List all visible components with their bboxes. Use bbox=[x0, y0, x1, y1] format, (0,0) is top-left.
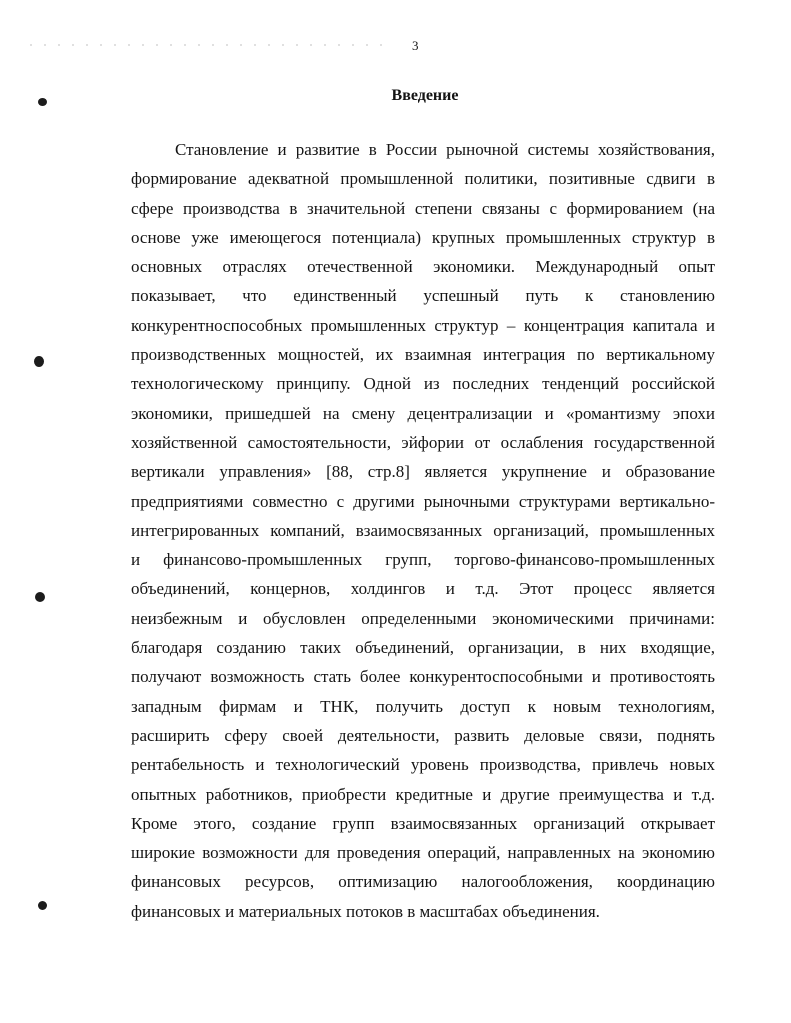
text-line: финансовых и материальных потоков в масштабах объединения. bbox=[131, 901, 600, 921]
text-line: основных отраслях отечественной экономики. Международный опыт bbox=[131, 257, 715, 277]
text-line: производственных мощностей, их взаимная интеграция по вертикальному bbox=[131, 345, 715, 365]
text-line: рентабельность и технологический уровень производства, привлечь новых bbox=[131, 755, 715, 775]
text-line: благодаря созданию таких объединений, организации, в них входящие, bbox=[131, 638, 715, 658]
text-line: интегрированных компаний, взаимосвязанных организаций, промышленных bbox=[131, 520, 715, 540]
text-line: опытных работников, приобрести кредитные и другие преимущества и т.д. bbox=[131, 784, 715, 804]
text-line: формирование адекватной промышленной политики, позитивные сдвиги в bbox=[131, 169, 715, 189]
page-title: Введение bbox=[391, 87, 459, 104]
text-line: западным фирмам и ТНК, получить доступ к новым технологиям, bbox=[131, 696, 715, 716]
text-line: и финансово-промышленных групп, торгово-финансово-промышленных bbox=[131, 550, 715, 570]
text-line: конкурентноспособных промышленных структур – концентрация капитала и bbox=[131, 315, 715, 335]
binder-hole-mark bbox=[34, 356, 44, 367]
text-line: Становление и развитие в России рыночной системы хозяйствования, bbox=[175, 140, 715, 159]
text-line: сфере производства в значительной степени связаны с формированием (на bbox=[131, 198, 715, 218]
body-paragraph bbox=[131, 135, 715, 926]
text-line: расширить сферу своей деятельности, развить деловые связи, поднять bbox=[131, 725, 715, 745]
text-line: технологическому принципу. Одной из последних тенденций российской bbox=[131, 374, 715, 394]
text-line: Кроме этого, создание групп взаимосвязанных организаций открывает bbox=[131, 813, 715, 833]
text-line: экономики, пришедшей на смену децентрализации и «романтизму эпохи bbox=[131, 403, 715, 423]
text-line: объединений, концернов, холдингов и т.д. Этот процесс является bbox=[131, 579, 715, 599]
text-line: предприятиями совместно с другими рыночными структурами вертикально- bbox=[131, 491, 715, 511]
text-line: неизбежным и обусловлен определенными экономическими причинами: bbox=[131, 608, 715, 628]
text-line: вертикали управления» [88, стр.8] является укрупнение и образование bbox=[131, 462, 715, 482]
page-number: 3 bbox=[412, 38, 419, 53]
text-line: основе уже имеющегося потенциала) крупных промышленных структур в bbox=[131, 227, 715, 247]
text-line: получают возможность стать более конкурентоспособными и противостоять bbox=[131, 667, 715, 687]
text-line: показывает, что единственный успешный путь к становлению bbox=[131, 286, 715, 306]
binder-hole-mark bbox=[35, 592, 45, 602]
binder-hole-mark bbox=[38, 98, 47, 106]
binder-hole-mark bbox=[38, 901, 47, 910]
text-line: финансовых ресурсов, оптимизацию налогообложения, координацию bbox=[131, 872, 715, 892]
text-line: широкие возможности для проведения операций, направленных на экономию bbox=[131, 843, 715, 863]
scan-noise-strip bbox=[30, 44, 390, 46]
text-line: хозяйственной самостоятельности, эйфории от ослабления государственной bbox=[131, 432, 715, 452]
